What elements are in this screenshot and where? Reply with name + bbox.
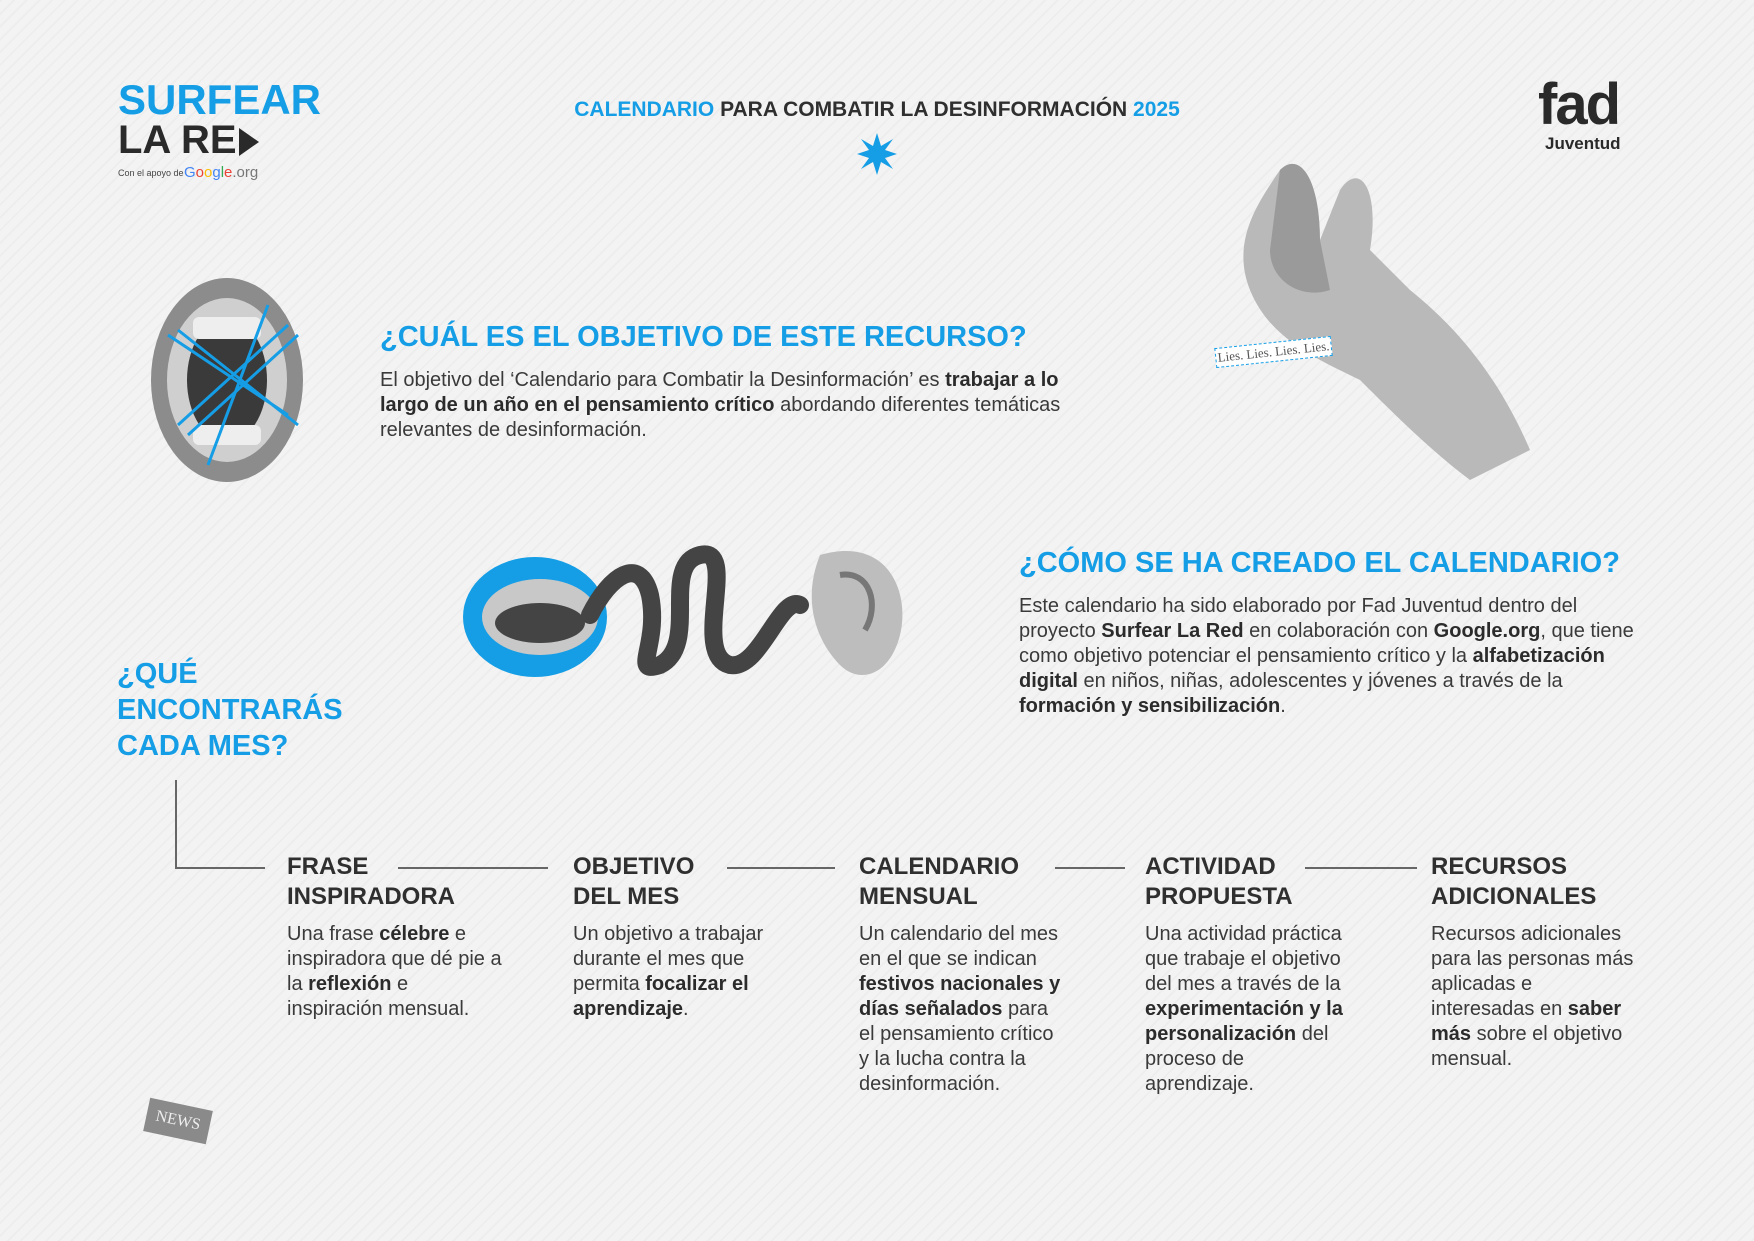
- column-recursos: [1431, 852, 1641, 1072]
- column-objetivo: [573, 852, 783, 1022]
- connector-line: [175, 867, 265, 869]
- header-title: CALENDARIO PARA COMBATIR LA DESINFORMACIÓN 2025: [574, 98, 1180, 121]
- created-text: Este calendario ha sido elaborado por Fad Juventud dentro del proyecto Surfear La Red en colaboración con Google.org, que tiene como objetivo potenciar el pensamiento crítico y la alfabetización digital en niños, niñas, adolescentes y jóvenes a través de la formación y sensibilización.: [1019, 595, 1634, 717]
- support-text: Con el apoyo de: [118, 168, 184, 178]
- column-desc: Una actividad práctica que trabaje el objetivo del mes a través de la experimentación y la personalización del proceso de aprendizaje.: [1145, 923, 1343, 1095]
- play-icon: [239, 128, 259, 156]
- hand-illustration: [1210, 150, 1540, 480]
- news-tag: NEWS: [143, 1098, 213, 1145]
- created-heading: ¿CÓMO SE HA CREADO EL CALENDARIO?: [1019, 547, 1620, 579]
- fad-logo-sub: Juventud: [1545, 134, 1621, 153]
- mouth-crossed-illustration: [148, 275, 306, 485]
- logo-title-line2: [118, 120, 259, 160]
- lies-strip: Lies. Lies. Lies. Lies.: [1214, 336, 1332, 368]
- column-title: ACTIVIDAD PROPUESTA: [1145, 853, 1293, 910]
- fad-logo: fad: [1538, 72, 1619, 137]
- column-desc: Recursos adicionales para las personas más aplicadas e interesadas en saber más sobre el objetivo mensual.: [1431, 923, 1634, 1070]
- objective-heading: ¿CUÁL ES EL OBJETIVO DE ESTE RECURSO?: [380, 321, 1027, 353]
- column-desc: Un objetivo a trabajar durante el mes que permita focalizar el aprendizaje.: [573, 923, 764, 1020]
- starburst-icon: [857, 133, 897, 175]
- column-actividad: [1145, 852, 1355, 1097]
- column-desc: Un calendario del mes en el que se indican festivos nacionales y días señalados para el pensamiento crítico y la lucha contra la desinformación.: [859, 923, 1061, 1095]
- find-heading: ¿QUÉ ENCONTRARÁS CADA MES?: [117, 658, 343, 762]
- column-title: OBJETIVO DEL MES: [573, 853, 695, 910]
- column-title: FRASE INSPIRADORA: [287, 853, 456, 910]
- logo-line2-text: LA RE: [118, 118, 237, 162]
- logo-title-line1: SURFEAR: [118, 76, 322, 123]
- objective-text: El objetivo del ‘Calendario para Combatir la Desinformación’ es trabajar a lo largo de un año en el pensamiento crítico abordando diferentes temáticas relevantes de desinformación.: [380, 369, 1061, 441]
- google-org-logo: Google.org: [184, 164, 259, 181]
- column-title: CALENDARIO MENSUAL: [859, 853, 1019, 910]
- column-frase: [287, 852, 507, 1022]
- fake-news-illustration: [460, 535, 910, 695]
- column-desc: Una frase célebre e inspiradora que dé pie a la reflexión e inspiración mensual.: [287, 923, 502, 1020]
- column-calendario: [859, 852, 1069, 1097]
- connector-vertical: [175, 780, 177, 868]
- column-title: RECURSOS ADICIONALES: [1431, 853, 1597, 910]
